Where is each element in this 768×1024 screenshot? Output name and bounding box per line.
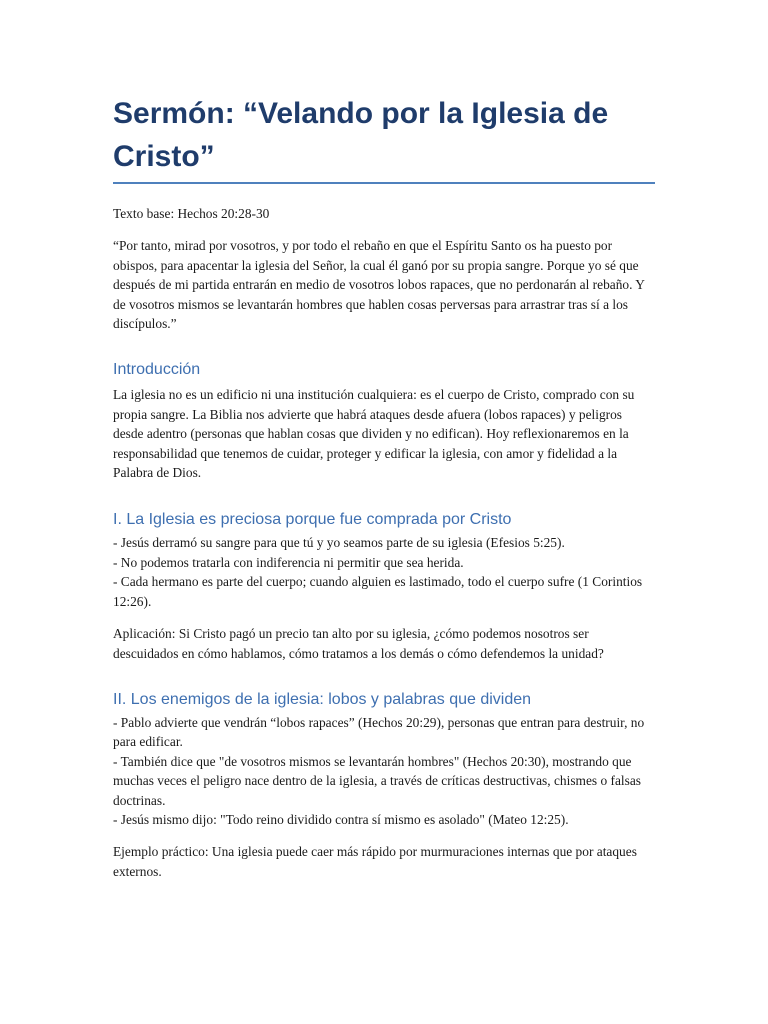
section2-points (113, 713, 655, 829)
section2-heading: II. Los enemigos de la iglesia: lobos y palabras que dividen (113, 690, 532, 708)
section2-example: Ejemplo práctico: Una iglesia puede caer más rápido por murmuraciones internas que por ataques externos. (113, 844, 637, 879)
section1-point: - Cada hermano es parte del cuerpo; cuando alguien es lastimado, todo el cuerpo sufre (1 Corintios 12:26). (113, 574, 643, 609)
scripture-quote: “Por tanto, mirad por vosotros, y por todo el rebaño en que el Espíritu Santo os ha puesto por obispos, para apacentar la iglesia del Señor, la cual él ganó por su propia sangre. Porque yo sé que después de mi partida entrarán en medio de vosotros lobos rapaces, que no perdonarán al rebaño. Y de vosotros mismos se levantarán hombres que hablen cosas perversas para arrastrar tras sí a los discípulos.” (113, 238, 645, 332)
intro-heading: Introducción (113, 361, 201, 379)
section2-point: - Pablo advierte que vendrán “lobos rapaces” (Hechos 20:29), personas que entran para destruir, no para edificar. (113, 714, 645, 750)
document-title: Sermón: “Velando por la Iglesia de Cristo” (113, 92, 655, 184)
section2-point: - Jesús mismo dijo: "Todo reino dividido contra sí mismo es asolado" (Mateo 12:25). (113, 811, 569, 827)
section1-point: - Jesús derramó su sangre para que tú y yo seamos parte de su iglesia (Efesios 5:25). (113, 535, 565, 551)
section2-point: - También dice que "de vosotros mismos se levantarán hombres" (Hechos 20:30), mostrando que muchas veces el peligro nace dentro de la iglesia, a través de críticas destructivas, chismes o falsas doctrinas. (113, 753, 641, 808)
intro-body: La iglesia no es un edificio ni una institución cualquiera: es el cuerpo de Cristo, comprado con su propia sangre. La Biblia nos advierte que habrá ataques desde afuera (lobos rapaces) y peligros desde adentro (personas que hablan cosas que dividen y no edifican). Hoy reflexionaremos en la responsabilidad que tenemos de cuidar, proteger y edificar la iglesia, con amor y fidelidad a la Palabra de Dios. (113, 387, 635, 481)
section1-point: - No podemos tratarla con indiferencia ni permitir que sea herida. (113, 554, 464, 570)
section1-application: Aplicación: Si Cristo pagó un precio tan alto por su iglesia, ¿cómo podemos nosotros ser descuidados en cómo hablamos, cómo tratamos a los demás o cómo defendemos la unidad? (113, 626, 604, 661)
section1-points (113, 533, 655, 611)
document-content (113, 92, 655, 881)
title-block (113, 92, 655, 184)
base-text: Texto base: Hechos 20:28-30 (113, 206, 270, 221)
section1-heading: I. La Iglesia es preciosa porque fue comprada por Cristo (113, 511, 512, 529)
